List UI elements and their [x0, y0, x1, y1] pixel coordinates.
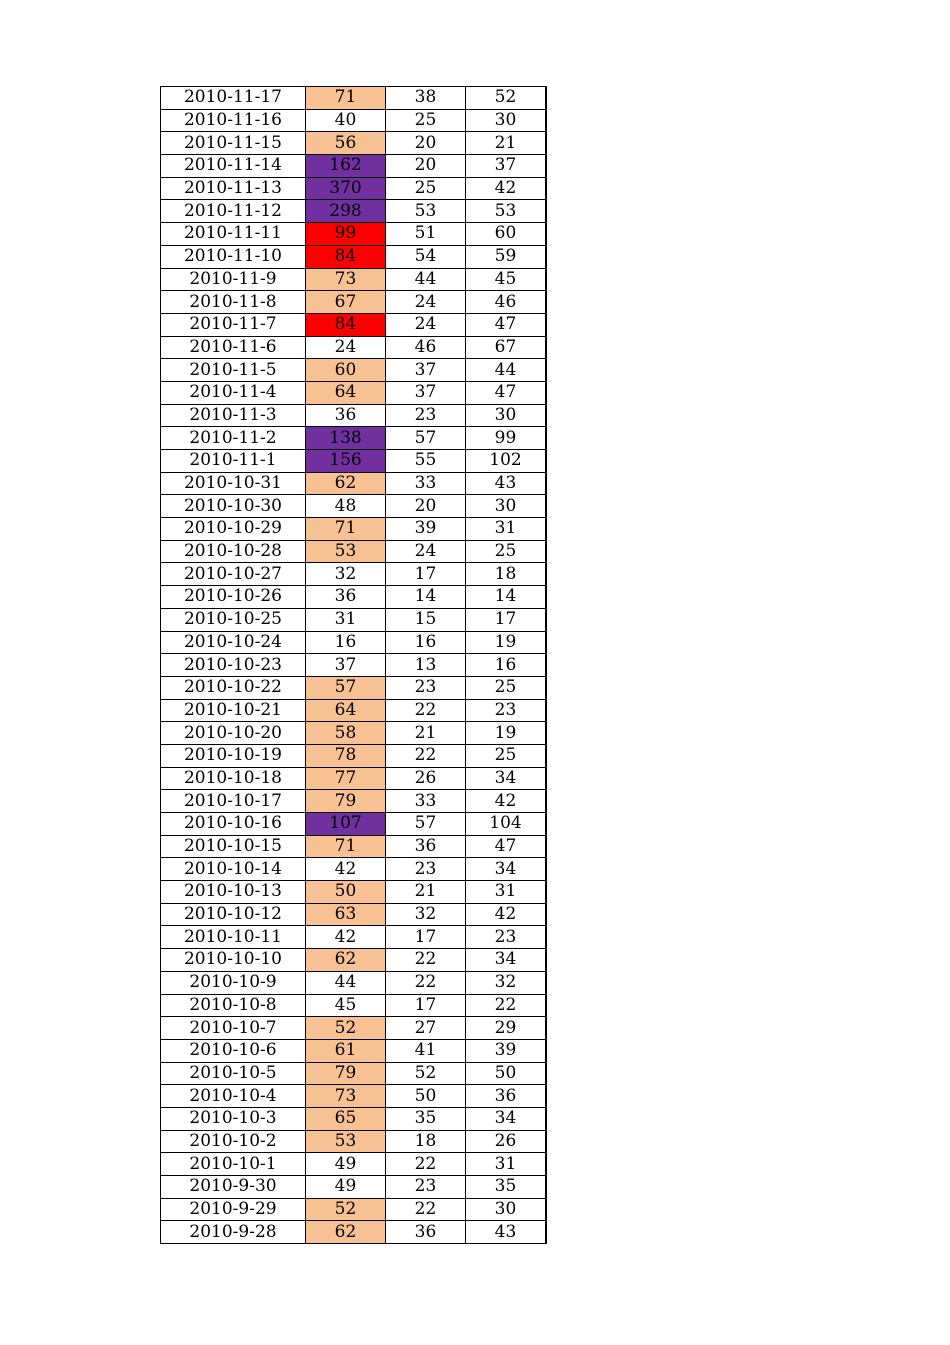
table-row [161, 971, 547, 994]
table-row [161, 1153, 547, 1176]
value-cell-2: 24 [386, 291, 466, 314]
value-cell-1: 31 [306, 608, 386, 631]
value-cell-1: 107 [306, 813, 386, 836]
value-cell-3: 17 [466, 608, 547, 631]
table-row [161, 359, 547, 382]
table-row [161, 858, 547, 881]
date-cell: 2010-10-20 [161, 722, 306, 745]
value-cell-1: 78 [306, 744, 386, 767]
value-cell-1: 79 [306, 1062, 386, 1085]
table-row [161, 1107, 547, 1130]
value-cell-2: 36 [386, 1221, 466, 1244]
value-cell-2: 46 [386, 336, 466, 359]
value-cell-2: 22 [386, 971, 466, 994]
value-cell-1: 50 [306, 881, 386, 904]
table-row [161, 291, 547, 314]
value-cell-2: 27 [386, 1017, 466, 1040]
date-cell: 2010-11-5 [161, 359, 306, 382]
date-cell: 2010-10-27 [161, 563, 306, 586]
value-cell-2: 52 [386, 1062, 466, 1085]
table-row [161, 744, 547, 767]
value-cell-1: 45 [306, 994, 386, 1017]
date-cell: 2010-10-11 [161, 926, 306, 949]
date-cell: 2010-10-16 [161, 813, 306, 836]
table-row [161, 155, 547, 178]
value-cell-3: 30 [466, 109, 547, 132]
date-cell: 2010-11-4 [161, 381, 306, 404]
value-cell-3: 53 [466, 200, 547, 223]
date-cell: 2010-10-21 [161, 699, 306, 722]
value-cell-2: 22 [386, 744, 466, 767]
value-cell-2: 17 [386, 926, 466, 949]
value-cell-3: 99 [466, 427, 547, 450]
value-cell-1: 79 [306, 790, 386, 813]
value-cell-2: 32 [386, 903, 466, 926]
value-cell-1: 62 [306, 949, 386, 972]
date-cell: 2010-10-23 [161, 654, 306, 677]
value-cell-3: 34 [466, 767, 547, 790]
value-cell-3: 59 [466, 245, 547, 268]
value-cell-2: 24 [386, 313, 466, 336]
value-cell-2: 54 [386, 245, 466, 268]
value-cell-1: 57 [306, 676, 386, 699]
value-cell-3: 23 [466, 699, 547, 722]
value-cell-1: 36 [306, 586, 386, 609]
value-cell-3: 18 [466, 563, 547, 586]
value-cell-3: 50 [466, 1062, 547, 1085]
value-cell-3: 52 [466, 87, 547, 110]
value-cell-2: 23 [386, 858, 466, 881]
table-row [161, 767, 547, 790]
date-cell: 2010-10-22 [161, 676, 306, 699]
value-cell-2: 37 [386, 381, 466, 404]
value-cell-1: 49 [306, 1153, 386, 1176]
value-cell-1: 99 [306, 223, 386, 246]
date-cell: 2010-10-4 [161, 1085, 306, 1108]
value-cell-2: 22 [386, 1153, 466, 1176]
table-row [161, 676, 547, 699]
date-cell: 2010-10-30 [161, 495, 306, 518]
date-cell: 2010-11-3 [161, 404, 306, 427]
date-cell: 2010-10-9 [161, 971, 306, 994]
date-cell: 2010-11-15 [161, 132, 306, 155]
date-cell: 2010-10-14 [161, 858, 306, 881]
table-row [161, 336, 547, 359]
table-row [161, 472, 547, 495]
table-row [161, 177, 547, 200]
value-cell-3: 42 [466, 177, 547, 200]
date-cell: 2010-11-1 [161, 450, 306, 473]
value-cell-1: 298 [306, 200, 386, 223]
table-row [161, 427, 547, 450]
value-cell-3: 44 [466, 359, 547, 382]
date-cell: 2010-11-12 [161, 200, 306, 223]
value-cell-2: 22 [386, 1198, 466, 1221]
table-row [161, 790, 547, 813]
value-cell-1: 44 [306, 971, 386, 994]
value-cell-2: 55 [386, 450, 466, 473]
date-cell: 2010-11-16 [161, 109, 306, 132]
value-cell-3: 39 [466, 1039, 547, 1062]
value-cell-2: 21 [386, 722, 466, 745]
value-cell-3: 25 [466, 540, 547, 563]
value-cell-2: 23 [386, 1176, 466, 1199]
value-cell-1: 73 [306, 268, 386, 291]
date-cell: 2010-11-6 [161, 336, 306, 359]
table-row [161, 722, 547, 745]
value-cell-1: 62 [306, 472, 386, 495]
value-cell-1: 52 [306, 1198, 386, 1221]
table-row [161, 404, 547, 427]
value-cell-2: 17 [386, 994, 466, 1017]
table-row [161, 1221, 547, 1244]
value-cell-1: 156 [306, 450, 386, 473]
value-cell-1: 63 [306, 903, 386, 926]
value-cell-3: 35 [466, 1176, 547, 1199]
value-cell-2: 35 [386, 1107, 466, 1130]
date-cell: 2010-10-6 [161, 1039, 306, 1062]
value-cell-1: 162 [306, 155, 386, 178]
value-cell-3: 36 [466, 1085, 547, 1108]
value-cell-3: 21 [466, 132, 547, 155]
value-cell-2: 50 [386, 1085, 466, 1108]
value-cell-3: 25 [466, 744, 547, 767]
value-cell-1: 53 [306, 540, 386, 563]
value-cell-1: 58 [306, 722, 386, 745]
value-cell-1: 60 [306, 359, 386, 382]
table-row [161, 586, 547, 609]
value-cell-1: 40 [306, 109, 386, 132]
table-row [161, 835, 547, 858]
date-cell: 2010-10-7 [161, 1017, 306, 1040]
table-row [161, 1017, 547, 1040]
date-cell: 2010-11-17 [161, 87, 306, 110]
value-cell-1: 65 [306, 1107, 386, 1130]
value-cell-2: 21 [386, 881, 466, 904]
value-cell-1: 53 [306, 1130, 386, 1153]
value-cell-3: 29 [466, 1017, 547, 1040]
table-row [161, 926, 547, 949]
value-cell-3: 19 [466, 722, 547, 745]
value-cell-1: 42 [306, 858, 386, 881]
date-cell: 2010-10-18 [161, 767, 306, 790]
value-cell-3: 34 [466, 858, 547, 881]
table-row [161, 654, 547, 677]
table-row [161, 881, 547, 904]
date-cell: 2010-11-8 [161, 291, 306, 314]
value-cell-1: 48 [306, 495, 386, 518]
value-cell-1: 37 [306, 654, 386, 677]
value-cell-2: 20 [386, 495, 466, 518]
date-cell: 2010-10-3 [161, 1107, 306, 1130]
value-cell-2: 13 [386, 654, 466, 677]
value-cell-1: 370 [306, 177, 386, 200]
table-row [161, 1085, 547, 1108]
value-cell-1: 49 [306, 1176, 386, 1199]
table-row [161, 813, 547, 836]
value-cell-1: 71 [306, 87, 386, 110]
date-cell: 2010-9-29 [161, 1198, 306, 1221]
value-cell-1: 84 [306, 245, 386, 268]
table-row [161, 109, 547, 132]
date-cell: 2010-10-5 [161, 1062, 306, 1085]
value-cell-2: 38 [386, 87, 466, 110]
table-row [161, 223, 547, 246]
value-cell-3: 34 [466, 1107, 547, 1130]
table-row [161, 903, 547, 926]
value-cell-1: 67 [306, 291, 386, 314]
value-cell-1: 138 [306, 427, 386, 450]
date-cell: 2010-10-25 [161, 608, 306, 631]
table-row [161, 540, 547, 563]
date-cell: 2010-10-26 [161, 586, 306, 609]
value-cell-2: 41 [386, 1039, 466, 1062]
date-cell: 2010-10-1 [161, 1153, 306, 1176]
table-row [161, 1176, 547, 1199]
value-cell-1: 62 [306, 1221, 386, 1244]
table-row [161, 608, 547, 631]
table-body [161, 87, 547, 1244]
date-cell: 2010-11-9 [161, 268, 306, 291]
date-cell: 2010-10-13 [161, 881, 306, 904]
value-cell-2: 51 [386, 223, 466, 246]
table-row [161, 949, 547, 972]
table-row [161, 1198, 547, 1221]
date-cell: 2010-11-2 [161, 427, 306, 450]
value-cell-2: 25 [386, 177, 466, 200]
date-cell: 2010-10-8 [161, 994, 306, 1017]
table-row [161, 699, 547, 722]
date-cell: 2010-9-30 [161, 1176, 306, 1199]
value-cell-3: 60 [466, 223, 547, 246]
table-row [161, 1130, 547, 1153]
value-cell-3: 32 [466, 971, 547, 994]
value-cell-2: 33 [386, 790, 466, 813]
value-cell-2: 23 [386, 404, 466, 427]
date-cell: 2010-10-15 [161, 835, 306, 858]
date-cell: 2010-10-10 [161, 949, 306, 972]
value-cell-1: 42 [306, 926, 386, 949]
table-row [161, 200, 547, 223]
value-cell-3: 37 [466, 155, 547, 178]
value-cell-3: 14 [466, 586, 547, 609]
table-row [161, 313, 547, 336]
value-cell-1: 73 [306, 1085, 386, 1108]
date-cell: 2010-10-19 [161, 744, 306, 767]
value-cell-1: 16 [306, 631, 386, 654]
value-cell-3: 22 [466, 994, 547, 1017]
value-cell-2: 16 [386, 631, 466, 654]
date-cell: 2010-11-13 [161, 177, 306, 200]
table-row [161, 1062, 547, 1085]
value-cell-3: 16 [466, 654, 547, 677]
value-cell-2: 26 [386, 767, 466, 790]
value-cell-2: 37 [386, 359, 466, 382]
value-cell-3: 42 [466, 790, 547, 813]
value-cell-1: 61 [306, 1039, 386, 1062]
value-cell-3: 19 [466, 631, 547, 654]
value-cell-2: 18 [386, 1130, 466, 1153]
value-cell-3: 45 [466, 268, 547, 291]
value-cell-3: 47 [466, 835, 547, 858]
date-cell: 2010-10-28 [161, 540, 306, 563]
value-cell-2: 22 [386, 699, 466, 722]
value-cell-1: 84 [306, 313, 386, 336]
date-cell: 2010-10-2 [161, 1130, 306, 1153]
date-cell: 2010-11-10 [161, 245, 306, 268]
value-cell-1: 36 [306, 404, 386, 427]
value-cell-1: 56 [306, 132, 386, 155]
value-cell-3: 46 [466, 291, 547, 314]
value-cell-2: 57 [386, 427, 466, 450]
table-row [161, 132, 547, 155]
value-cell-1: 64 [306, 381, 386, 404]
value-cell-3: 31 [466, 881, 547, 904]
date-cell: 2010-9-28 [161, 1221, 306, 1244]
value-cell-3: 30 [466, 1198, 547, 1221]
value-cell-2: 17 [386, 563, 466, 586]
value-cell-2: 20 [386, 132, 466, 155]
table-row [161, 87, 547, 110]
table-row [161, 994, 547, 1017]
date-cell: 2010-11-11 [161, 223, 306, 246]
value-cell-1: 71 [306, 835, 386, 858]
value-cell-1: 32 [306, 563, 386, 586]
table-row [161, 245, 547, 268]
value-cell-2: 33 [386, 472, 466, 495]
table-row [161, 631, 547, 654]
value-cell-1: 64 [306, 699, 386, 722]
table-row [161, 450, 547, 473]
value-cell-2: 22 [386, 949, 466, 972]
date-cell: 2010-10-24 [161, 631, 306, 654]
data-table [160, 86, 547, 1244]
value-cell-2: 20 [386, 155, 466, 178]
table-row [161, 268, 547, 291]
value-cell-3: 102 [466, 450, 547, 473]
value-cell-3: 67 [466, 336, 547, 359]
value-cell-1: 24 [306, 336, 386, 359]
value-cell-1: 52 [306, 1017, 386, 1040]
date-cell: 2010-10-31 [161, 472, 306, 495]
value-cell-3: 30 [466, 495, 547, 518]
value-cell-2: 14 [386, 586, 466, 609]
value-cell-3: 26 [466, 1130, 547, 1153]
table-row [161, 381, 547, 404]
table-row [161, 518, 547, 541]
value-cell-3: 104 [466, 813, 547, 836]
value-cell-3: 31 [466, 518, 547, 541]
value-cell-2: 36 [386, 835, 466, 858]
value-cell-3: 34 [466, 949, 547, 972]
table-row [161, 563, 547, 586]
value-cell-1: 71 [306, 518, 386, 541]
value-cell-3: 42 [466, 903, 547, 926]
table-row [161, 1039, 547, 1062]
date-cell: 2010-10-12 [161, 903, 306, 926]
value-cell-2: 57 [386, 813, 466, 836]
date-cell: 2010-11-14 [161, 155, 306, 178]
value-cell-3: 31 [466, 1153, 547, 1176]
value-cell-3: 25 [466, 676, 547, 699]
table-row [161, 495, 547, 518]
value-cell-3: 23 [466, 926, 547, 949]
value-cell-3: 43 [466, 1221, 547, 1244]
value-cell-2: 15 [386, 608, 466, 631]
value-cell-3: 30 [466, 404, 547, 427]
value-cell-2: 24 [386, 540, 466, 563]
value-cell-3: 47 [466, 313, 547, 336]
value-cell-2: 25 [386, 109, 466, 132]
value-cell-2: 39 [386, 518, 466, 541]
value-cell-1: 77 [306, 767, 386, 790]
date-cell: 2010-10-29 [161, 518, 306, 541]
value-cell-2: 23 [386, 676, 466, 699]
value-cell-3: 47 [466, 381, 547, 404]
date-cell: 2010-11-7 [161, 313, 306, 336]
value-cell-2: 53 [386, 200, 466, 223]
value-cell-2: 44 [386, 268, 466, 291]
value-cell-3: 43 [466, 472, 547, 495]
date-cell: 2010-10-17 [161, 790, 306, 813]
